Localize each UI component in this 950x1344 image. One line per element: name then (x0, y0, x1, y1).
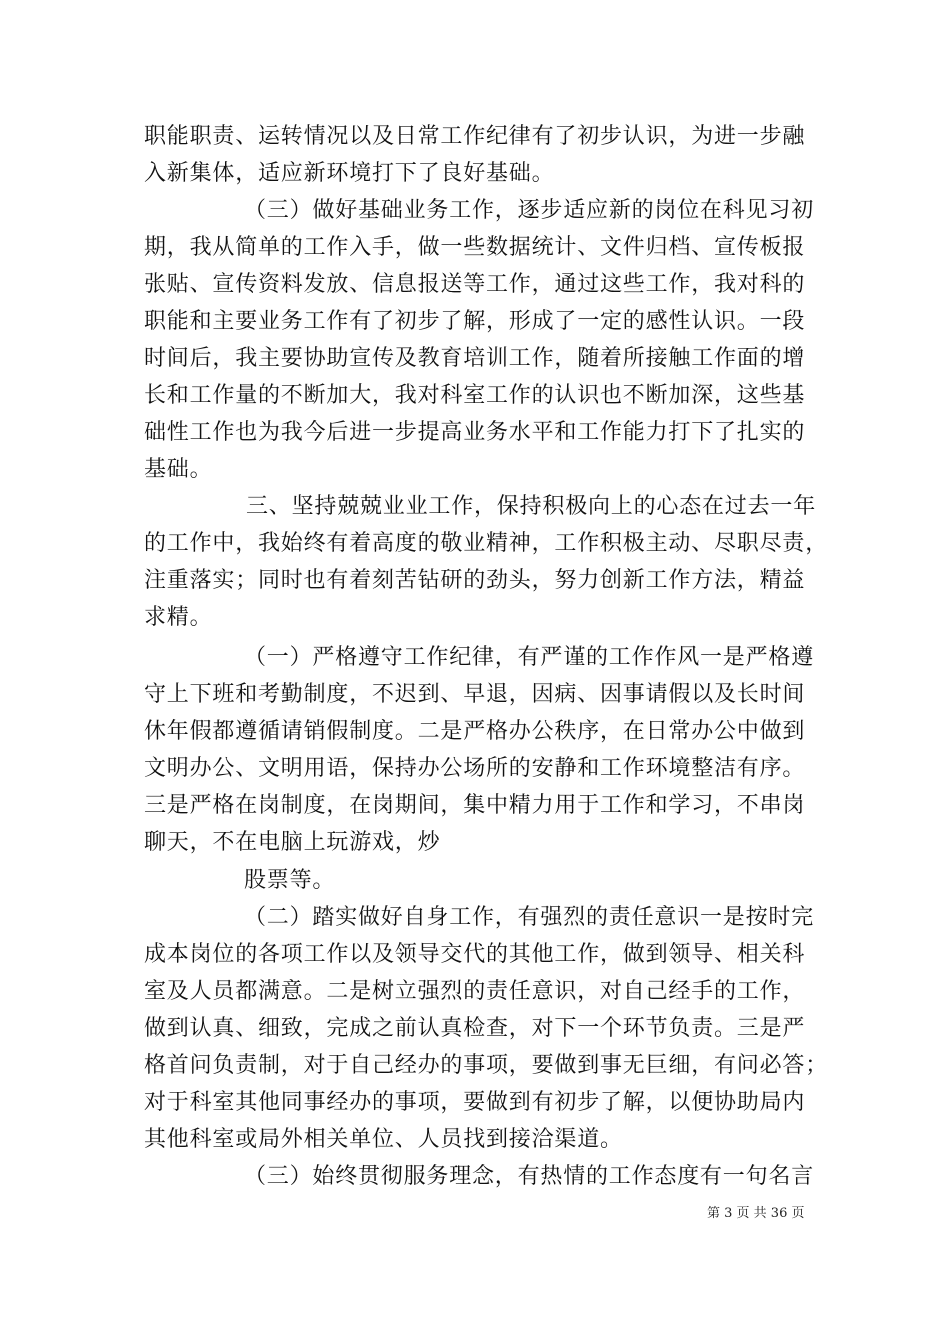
text-line: 期，我从简单的工作入手，做一些数据统计、文件归档、宣传板报 (144, 235, 806, 260)
text-line: 室及人员都满意。二是树立强烈的责任意识，对自己经手的工作， (144, 979, 806, 1004)
text-line: 长和工作量的不断加大，我对科室工作的认识也不断加深，这些基 (144, 383, 806, 408)
paragraph-start-line: （三）始终贯彻服务理念，有热情的工作态度有一句名言 (244, 1164, 815, 1189)
paragraph-start-line: （三）做好基础业务工作，逐步适应新的岗位在科见习初 (244, 198, 815, 223)
text-line: 做到认真、细致，完成之前认真检查，对下一个环节负责。三是严 (144, 1016, 806, 1041)
text-line: 求精。 (144, 605, 213, 630)
page-number-footer: 第 3 页 共 36 页 (707, 1206, 805, 1221)
text-line: 成本岗位的各项工作以及领导交代的其他工作，做到领导、相关科 (144, 942, 806, 967)
paragraph-start-line: （二）踏实做好自身工作，有强烈的责任意识一是按时完 (244, 905, 815, 930)
text-line: 聊天，不在电脑上玩游戏，炒 (144, 830, 441, 855)
text-line: 时间后，我主要协助宣传及教育培训工作，随着所接触工作面的增 (144, 346, 806, 371)
text-line: 注重落实；同时也有着刻苦钻研的劲头，努力创新工作方法，精益 (144, 568, 806, 593)
text-line: 文明办公、文明用语，保持办公场所的安静和工作环境整洁有序。 (144, 756, 806, 781)
text-line: 休年假都遵循请销假制度。二是严格办公秩序，在日常办公中做到 (144, 719, 806, 744)
text-line: 股票等。 (244, 868, 336, 893)
text-line: 格首问负责制，对于自己经办的事项，要做到事无巨细，有问必答； (144, 1053, 829, 1078)
text-line: 基础。 (144, 457, 213, 482)
text-line: 的工作中，我始终有着高度的敬业精神，工作积极主动、尽职尽责， (144, 531, 829, 556)
text-line: 职能职责、运转情况以及日常工作纪律有了初步认识，为进一步融 (144, 124, 806, 149)
text-line: 对于科室其他同事经办的事项，要做到有初步了解，以便协助局内 (144, 1090, 806, 1115)
text-line: 三是严格在岗制度，在岗期间，集中精力用于工作和学习，不串岗 (144, 793, 806, 818)
text-line: 入新集体，适应新环境打下了良好基础。 (144, 161, 555, 186)
text-line: 础性工作也为我今后进一步提高业务水平和工作能力打下了扎实的 (144, 420, 806, 445)
text-line: 其他科室或局外相关单位、人员找到接洽渠道。 (144, 1127, 623, 1152)
text-line: 职能和主要业务工作有了初步了解，形成了一定的感性认识。一段 (144, 309, 806, 334)
text-line: 守上下班和考勤制度，不迟到、早退，因病、因事请假以及长时间 (144, 682, 806, 707)
paragraph-start-line: （一）严格遵守工作纪律，有严谨的工作作风一是严格遵 (244, 645, 815, 670)
text-line: 张贴、宣传资料发放、信息报送等工作，通过这些工作，我对科的 (144, 272, 806, 297)
section-heading-line: 三、坚持兢兢业业工作，保持积极向上的心态在过去一年 (246, 494, 817, 519)
